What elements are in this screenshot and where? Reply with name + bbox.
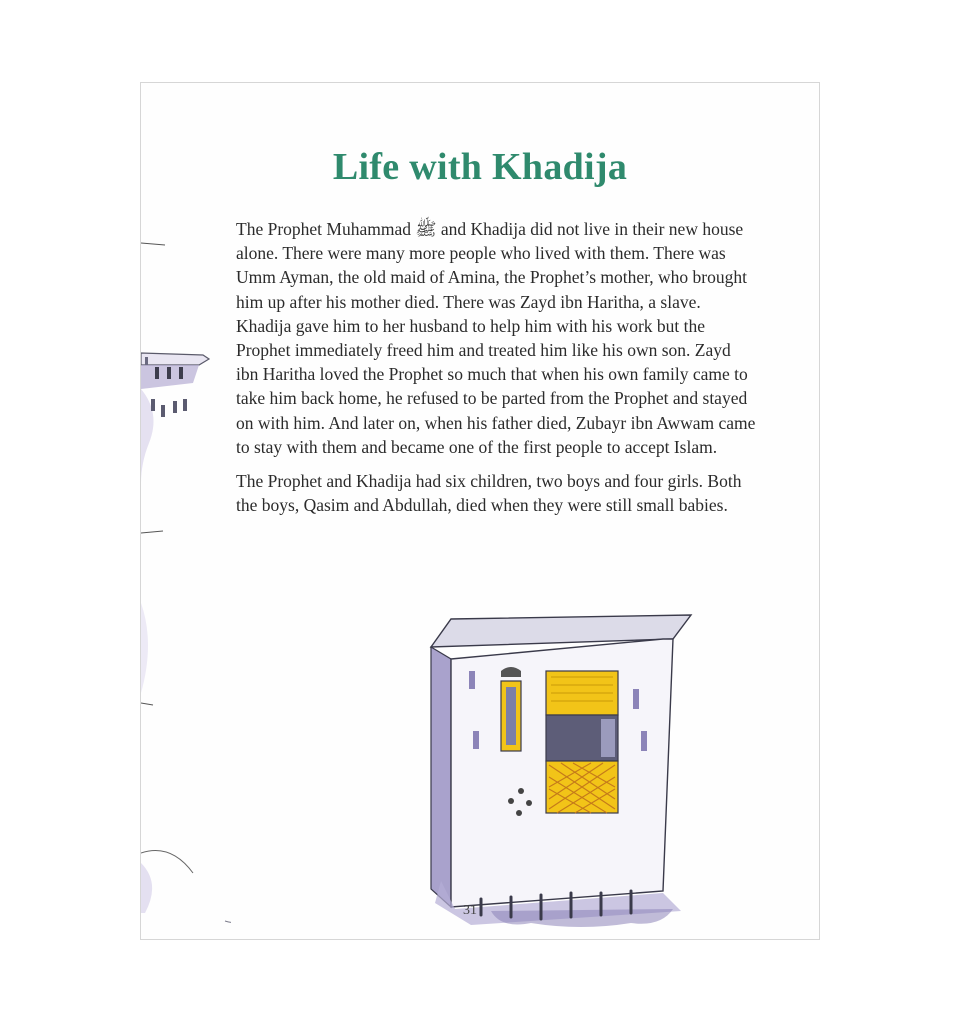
paragraph-2: The Prophet and Khadija had six children, two boys and four girls. Both the boys, Qasim and Abdullah, died when they were still small babies. [236,471,742,516]
left-building-fragment [141,243,231,923]
body-text [236,217,756,527]
left-edge-watercolor-illustration [141,83,231,940]
book-page [140,82,820,940]
page-title: Life with Khadija [332,146,628,188]
house-watercolor-illustration [411,611,701,931]
paragraph-1: The Prophet Muhammad ﷺ and Khadija did not live in their new house alone. There were many more people who lived with them. There was Umm Ayman, the old maid of Amina, the Prophet’s mother, who brought him up after his mother died. There was Zayd ibn Haritha, a slave. Khadija gave him to her husband to help him with his work but the Prophet immediately freed him and treated him like his own son. Zayd ibn Haritha loved the Prophet so much that when his own family came to take him back home, he refused to be parted from the Prophet and stayed on with him. And later on, when his father died, Zubayr ibn Awwam came to stay with them and became one of the first people to accept Islam. [236,219,756,457]
page-number: 31 [463,903,477,918]
